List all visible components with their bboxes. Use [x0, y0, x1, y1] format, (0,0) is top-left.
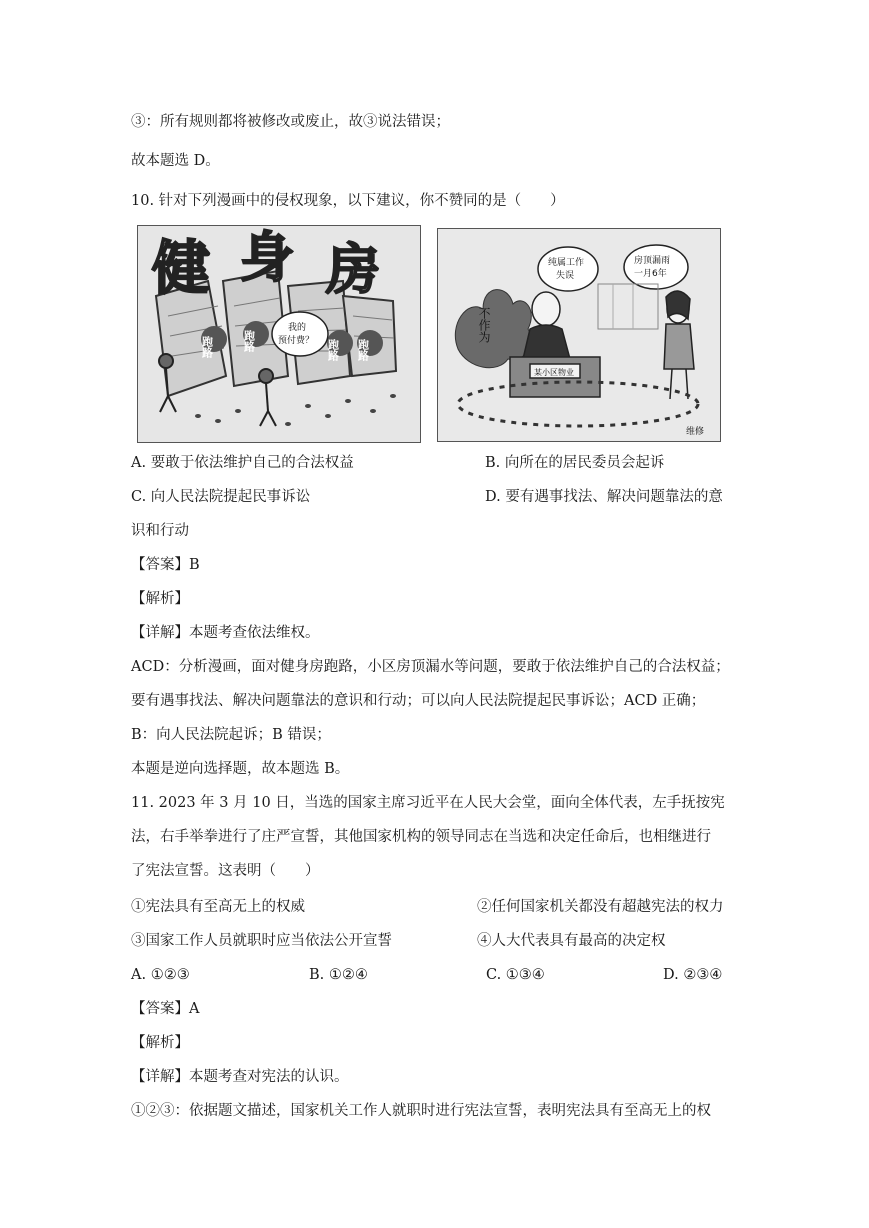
q11-option-c: C. ①③④	[486, 967, 545, 983]
run-label-2: 跑路	[242, 330, 256, 352]
bubble2-line-1: 房顶漏雨	[634, 256, 671, 266]
bubble1-line-2: 失误	[556, 271, 575, 281]
corner-text: 维修	[686, 427, 705, 437]
q10-analysis-heading: 【解析】	[131, 591, 189, 607]
q10-option-d-cont: 识和行动	[131, 523, 189, 539]
run-label-3: 跑路	[326, 339, 340, 361]
big-char-1: 健	[152, 234, 211, 302]
text-line: 故本题选 D。	[131, 153, 220, 169]
question-10-stem: 10. 针对下列漫画中的侵权现象，以下建议，你不赞同的是（ ）	[131, 193, 565, 209]
q11-analysis-heading: 【解析】	[131, 1035, 189, 1051]
bubble2-line-2: 一月6年	[634, 269, 667, 279]
q11-statement-4: ④人大代表具有最高的决定权	[477, 933, 666, 949]
q10-explain-1: ACD：分析漫画，面对健身房跑路，小区房顶漏水等问题，要敢于依法维护自己的合法权益；	[131, 659, 730, 675]
cartoon-gym-run-away	[137, 225, 421, 443]
q10-answer: 【答案】B	[131, 557, 200, 573]
q10-option-a: A. 要敢于依法维护自己的合法权益	[131, 455, 354, 471]
q10-explain-2: 要有遇事找法、解决问题靠法的意识和行动；可以向人民法院提起民事诉讼；ACD 正确；	[131, 693, 706, 709]
q11-answer: 【答案】A	[131, 1001, 200, 1017]
big-char-2: 身	[240, 226, 294, 289]
q10-option-c: C. 向人民法院提起民事诉讼	[131, 489, 311, 505]
bubble-line-1: 我的	[288, 323, 307, 333]
question-11-stem-3: 了宪法宣誓。这表明（ ）	[131, 863, 320, 879]
bubble-line-2: 预付费？	[278, 336, 315, 346]
q10-option-d: D. 要有遇事找法、解决问题靠法的意	[485, 489, 723, 505]
q11-statement-1: ①宪法具有至高无上的权威	[131, 899, 305, 915]
desk-text: 某小区物业	[534, 368, 574, 377]
q11-option-b: B. ①②④	[309, 967, 368, 983]
text-line: ③：所有规则都将被修改或废止，故③说法错误；	[131, 114, 450, 130]
q11-option-a: A. ①②③	[131, 967, 190, 983]
q11-explain-1: ①②③：依据题文描述，国家机关工作人就职时进行宪法宣誓，表明宪法具有至高无上的权	[131, 1103, 711, 1119]
q10-explain-3: B：向人民法院起诉；B 错误；	[131, 727, 331, 743]
bubble1-line-1: 纯属工作	[548, 258, 585, 268]
cartoon-property-inaction	[437, 228, 721, 442]
question-11-stem-2: 法，右手举拳进行了庄严宣誓，其他国家机构的领导同志在当选和决定任命后，也相继进行	[131, 829, 711, 845]
run-label-4: 跑路	[356, 339, 370, 361]
q10-detail: 【详解】本题考查依法维权。	[131, 625, 320, 641]
q11-statement-3: ③国家工作人员就职时应当依法公开宣誓	[131, 933, 392, 949]
q10-explain-4: 本题是逆向选择题，故本题选 B。	[131, 761, 350, 777]
q11-option-d: D. ②③④	[663, 967, 723, 983]
run-label-1: 跑路	[200, 336, 214, 358]
question-11-stem-1: 11. 2023 年 3 月 10 日，当选的国家主席习近平在人民大会堂，面向全体代表，左手抚按宪	[131, 795, 725, 811]
q11-detail: 【详解】本题考查对宪法的认识。	[131, 1069, 349, 1085]
big-char-3: 房	[326, 238, 380, 301]
q11-statement-2: ②任何国家机关都没有超越宪法的权力	[477, 899, 724, 915]
side-text: 不作为	[477, 307, 491, 343]
q10-option-b: B. 向所在的居民委员会起诉	[485, 455, 665, 471]
